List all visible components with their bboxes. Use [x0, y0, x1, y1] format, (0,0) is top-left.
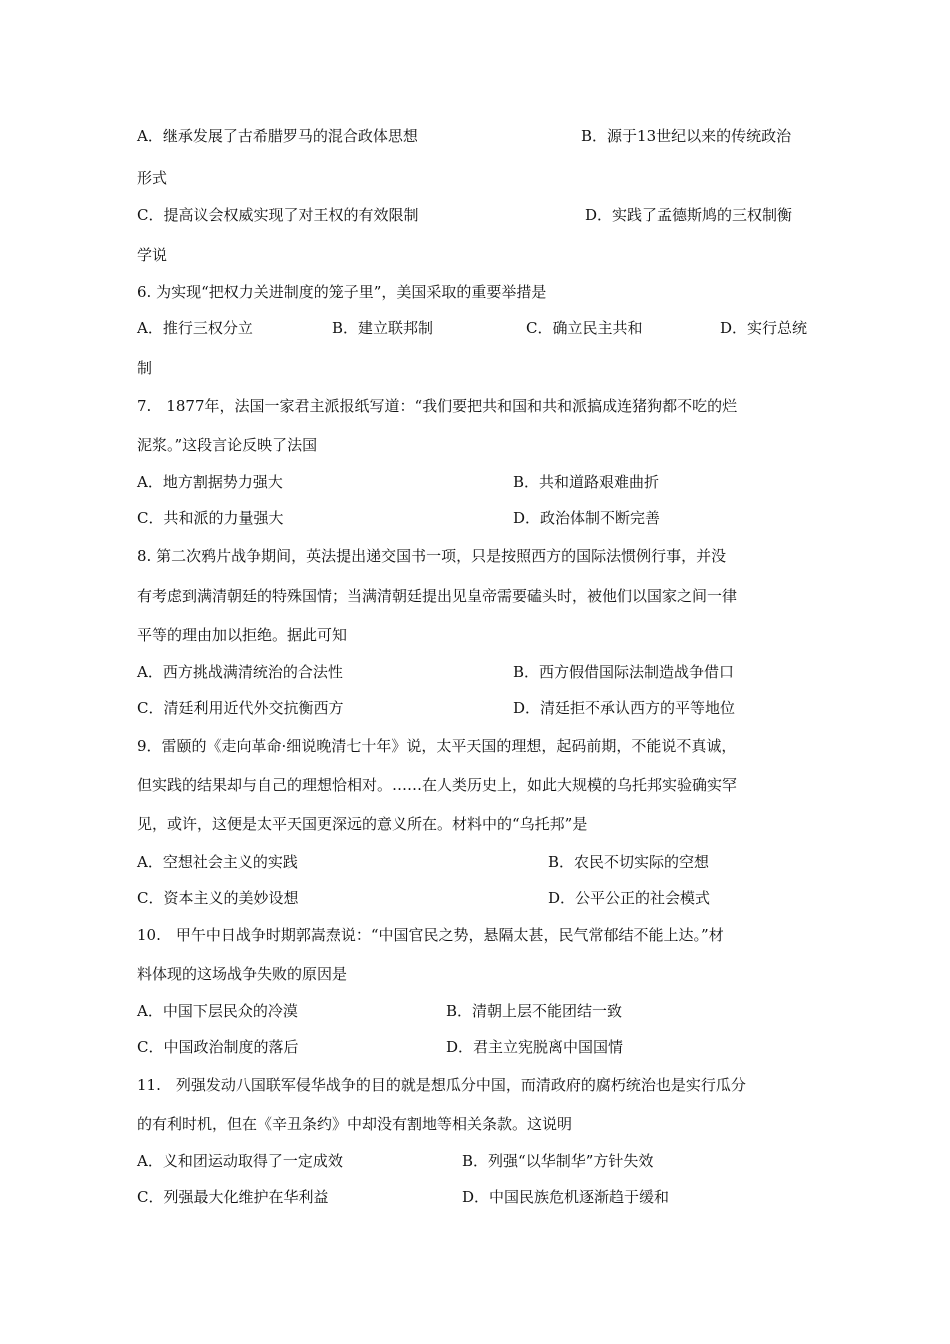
q6-stem: 6. 为实现“把权力关进制度的笼子里”，美国采取的重要举措是 [137, 283, 547, 301]
q10-option-b: B．清朝上层不能团结一致 [446, 1002, 623, 1020]
q8-option-d: D．清廷拒不承认西方的平等地位 [513, 699, 736, 717]
q9-option-c: C．资本主义的美妙设想 [137, 889, 299, 907]
q7-stem-line-1: 7. 1877年，法国一家君主派报纸写道：“我们要把共和国和共和派搞成连猪狗都不吃的烂 [137, 397, 738, 415]
q8-stem-line-2: 有考虑到满清朝廷的特殊国情；当满清朝廷提出见皇帝需要磕头时，被他们以国家之间一律 [137, 587, 738, 605]
q9-stem-line-1: 9．雷颐的《走向革命·细说晚清七十年》说，太平天国的理想，起码前期，不能说不真诚， [137, 737, 737, 755]
q8-stem-line-1: 8. 第二次鸦片战争期间，英法提出递交国书一项，只是按照西方的国际法惯例行事，并没 [137, 547, 727, 565]
q6-option-d: D．实行总统 [720, 319, 808, 337]
q6-option-c: C．确立民主共和 [526, 319, 643, 337]
q11-option-c: C．列强最大化维护在华利益 [137, 1188, 329, 1206]
q9-option-d: D．公平公正的社会模式 [548, 889, 711, 907]
q7-option-c: C．共和派的力量强大 [137, 509, 284, 527]
q10-stem-line-2: 料体现的这场战争失败的原因是 [137, 965, 348, 983]
q9-option-b: B．农民不切实际的空想 [548, 853, 710, 871]
q8-stem-line-3: 平等的理由加以拒绝。据此可知 [137, 626, 348, 644]
q11-option-d: D．中国民族危机逐渐趋于缓和 [462, 1188, 670, 1206]
q11-stem-line-2: 的有利时机，但在《辛丑条约》中却没有割地等相关条款。这说明 [137, 1115, 573, 1133]
q6-option-a: A．推行三权分立 [137, 319, 253, 337]
q7-option-a: A．地方割据势力强大 [137, 473, 283, 491]
q9-option-a: A．空想社会主义的实践 [137, 853, 298, 871]
q10-option-d: D．君主立宪脱离中国国情 [446, 1038, 624, 1056]
q11-option-b: B．列强“以华制华”方针失效 [462, 1152, 654, 1170]
q11-option-a: A．义和团运动取得了一定成效 [137, 1152, 343, 1170]
q5-option-b-continued: 形式 [137, 169, 168, 187]
q10-option-a: A．中国下层民众的冷漠 [137, 1002, 298, 1020]
q8-option-b: B．西方假借国际法制造战争借口 [513, 663, 735, 681]
q7-option-d: D．政治体制不断完善 [513, 509, 661, 527]
q8-option-a: A．西方挑战满清统治的合法性 [137, 663, 343, 681]
q9-stem-line-3: 见，或许，这便是太平天国更深远的意义所在。材料中的“乌托邦”是 [137, 815, 588, 833]
q10-stem-line-1: 10. 甲午中日战争时期郭嵩焘说：“中国官民之势，悬隔太甚，民气常郁结不能上达。”材 [137, 926, 724, 944]
q9-stem-line-2: 但实践的结果却与自己的理想恰相对。……在人类历史上，如此大规模的乌托邦实验确实罕 [137, 776, 738, 794]
q5-option-d-continued: 学说 [137, 246, 168, 264]
q8-option-c: C．清廷利用近代外交抗衡西方 [137, 699, 344, 717]
q5-option-c: C．提高议会权威实现了对王权的有效限制 [137, 206, 419, 224]
q7-option-b: B．共和道路艰难曲折 [513, 473, 660, 491]
q10-option-c: C．中国政治制度的落后 [137, 1038, 299, 1056]
q6-option-b: B．建立联邦制 [332, 319, 434, 337]
q11-stem-line-1: 11. 列强发动八国联军侵华战争的目的就是想瓜分中国，而清政府的腐朽统治也是实行瓜分 [137, 1076, 746, 1094]
q5-option-b: B．源于13世纪以来的传统政治 [581, 127, 792, 145]
q6-option-d-continued: 制 [137, 359, 153, 377]
q5-option-a: A．继承发展了古希腊罗马的混合政体思想 [137, 127, 418, 145]
q7-stem-line-2: 泥浆。”这段言论反映了法国 [137, 436, 318, 454]
q5-option-d: D．实践了孟德斯鸠的三权制衡 [585, 206, 793, 224]
